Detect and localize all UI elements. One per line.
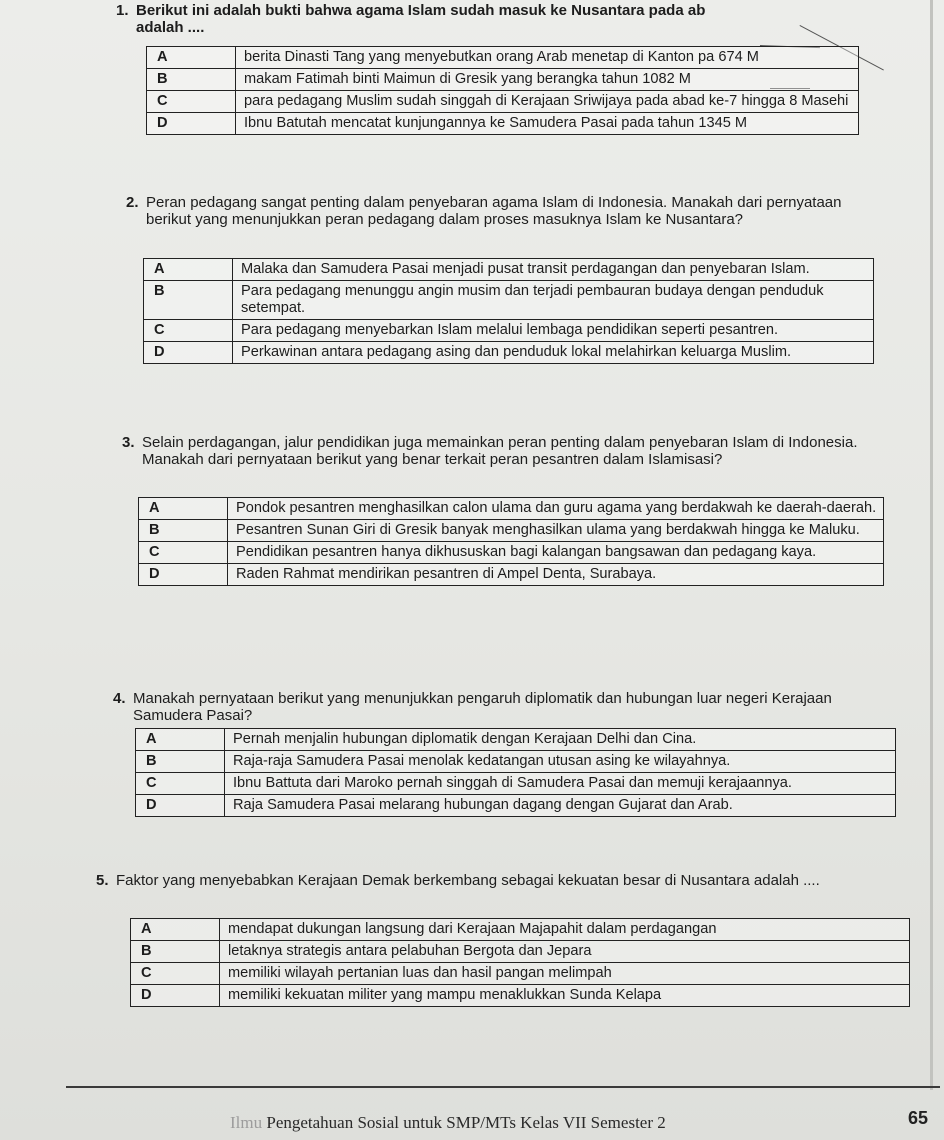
option-text: Pondok pesantren menghasilkan calon ulama dan guru agama yang berdakwah ke daerah-daerah. xyxy=(228,498,884,520)
question-text: Faktor yang menyebabkan Kerajaan Demak berkembang sebagai kekuatan besar di Nusantara adalah .... xyxy=(116,872,820,889)
question-number: 2. xyxy=(126,194,139,211)
option-text: Pendidikan pesantren hanya dikhususkan bagi kalangan bangsawan dan pedagang kaya. xyxy=(228,542,884,564)
option-row[interactable] xyxy=(136,773,896,795)
question-text: Manakah pernyataan berikut yang menunjukkan pengaruh diplomatik dan hubungan luar negeri Kerajaan Samudera Pasai? xyxy=(133,690,832,724)
option-row[interactable] xyxy=(144,281,874,320)
option-letter: B xyxy=(147,69,236,91)
book-title-prefix: Ilmu xyxy=(230,1113,263,1132)
question-text: Peran pedagang sangat penting dalam penyebaran agama Islam di Indonesia. Manakah dari pernyataan berikut yang menunjukkan peran pedagang dalam proses masuknya Islam ke Nusantara? xyxy=(146,194,842,228)
option-text: letaknya strategis antara pelabuhan Bergota dan Jepara xyxy=(220,941,910,963)
option-letter: B xyxy=(144,281,233,320)
option-text: berita Dinasti Tang yang menyebutkan orang Arab menetap di Kanton pa 674 M xyxy=(236,47,859,69)
footer-book-title xyxy=(230,1113,830,1133)
option-letter: D xyxy=(147,113,236,135)
option-text: Para pedagang menyebarkan Islam melalui lembaga pendidikan seperti pesantren. xyxy=(233,320,874,342)
footer-divider xyxy=(66,1086,940,1088)
options-table-1 xyxy=(146,46,859,135)
option-row[interactable] xyxy=(136,795,896,817)
option-row[interactable] xyxy=(144,259,874,281)
option-letter: A xyxy=(147,47,236,69)
option-letter: D xyxy=(136,795,225,817)
option-letter: D xyxy=(139,564,228,586)
option-row[interactable] xyxy=(139,542,884,564)
option-row[interactable] xyxy=(147,47,859,69)
option-text: Pernah menjalin hubungan diplomatik dengan Kerajaan Delhi dan Cina. xyxy=(225,729,896,751)
question-5 xyxy=(96,872,908,889)
question-number: 3. xyxy=(122,434,135,451)
option-text: memiliki kekuatan militer yang mampu menaklukkan Sunda Kelapa xyxy=(220,985,910,1007)
option-letter: C xyxy=(136,773,225,795)
option-letter: D xyxy=(144,342,233,364)
option-letter: A xyxy=(136,729,225,751)
option-text: Ibnu Batutah mencatat kunjungannya ke Samudera Pasai pada tahun 1345 M xyxy=(236,113,859,135)
option-row[interactable] xyxy=(136,751,896,773)
options-table-4 xyxy=(135,728,896,817)
option-text: Raja-raja Samudera Pasai menolak kedatangan utusan asing ke wilayahnya. xyxy=(225,751,896,773)
option-text: Malaka dan Samudera Pasai menjadi pusat transit perdagangan dan penyebaran Islam. xyxy=(233,259,874,281)
option-letter: C xyxy=(147,91,236,113)
option-letter: C xyxy=(144,320,233,342)
question-3 xyxy=(122,434,884,468)
option-letter: D xyxy=(131,985,220,1007)
question-2 xyxy=(126,194,880,228)
option-letter: A xyxy=(131,919,220,941)
options-table-2 xyxy=(143,258,874,364)
page-number: 65 xyxy=(908,1108,929,1128)
option-text: Perkawinan antara pedagang asing dan penduduk lokal melahirkan keluarga Muslim. xyxy=(233,342,874,364)
question-text: Selain perdagangan, jalur pendidikan juga memainkan peran penting dalam penyebaran Islam di Indonesia. Manakah dari pernyataan berikut yang benar terkait peran pesantren dalam Islamisasi? xyxy=(142,434,858,468)
option-text: Raden Rahmat mendirikan pesantren di Ampel Denta, Surabaya. xyxy=(228,564,884,586)
option-text: Para pedagang menunggu angin musim dan terjadi pembauran budaya dengan penduduk setempat. xyxy=(233,281,874,320)
book-title: Pengetahuan Sosial untuk SMP/MTs Kelas VII Semester 2 xyxy=(266,1113,666,1132)
page-edge xyxy=(930,0,933,1090)
question-1 xyxy=(116,2,756,36)
option-text: memiliki wilayah pertanian luas dan hasil pangan melimpah xyxy=(220,963,910,985)
option-letter: B xyxy=(136,751,225,773)
option-row[interactable] xyxy=(147,91,859,113)
option-letter: B xyxy=(139,520,228,542)
option-text: Raja Samudera Pasai melarang hubungan dagang dengan Gujarat dan Arab. xyxy=(225,795,896,817)
options-table-3 xyxy=(138,497,884,586)
option-text: Pesantren Sunan Giri di Gresik banyak menghasilkan ulama yang berdakwah hingga ke Maluku. xyxy=(228,520,884,542)
option-row[interactable] xyxy=(147,69,859,91)
option-row[interactable] xyxy=(131,985,910,1007)
question-number: 4. xyxy=(113,690,126,707)
option-row[interactable] xyxy=(139,520,884,542)
question-number: 5. xyxy=(96,872,109,889)
option-row[interactable] xyxy=(139,564,884,586)
option-letter: C xyxy=(131,963,220,985)
option-row[interactable] xyxy=(139,498,884,520)
option-row[interactable] xyxy=(136,729,896,751)
option-row[interactable] xyxy=(131,919,910,941)
option-text: Ibnu Battuta dari Maroko pernah singgah di Samudera Pasai dan memuji kerajaannya. xyxy=(225,773,896,795)
option-letter: A xyxy=(144,259,233,281)
option-letter: C xyxy=(139,542,228,564)
option-row[interactable] xyxy=(131,963,910,985)
question-text: Berikut ini adalah bukti bahwa agama Islam sudah masuk ke Nusantara pada ab adalah .... xyxy=(136,2,706,36)
question-number: 1. xyxy=(116,2,129,19)
option-row[interactable] xyxy=(144,320,874,342)
option-text: mendapat dukungan langsung dari Kerajaan Majapahit dalam perdagangan xyxy=(220,919,910,941)
option-row[interactable] xyxy=(144,342,874,364)
question-4 xyxy=(113,690,889,724)
option-row[interactable] xyxy=(131,941,910,963)
options-table-5 xyxy=(130,918,910,1007)
option-text: makam Fatimah binti Maimun di Gresik yang berangka tahun 1082 M xyxy=(236,69,859,91)
option-text: para pedagang Muslim sudah singgah di Kerajaan Sriwijaya pada abad ke-7 hingga 8 Masehi xyxy=(236,91,859,113)
option-row[interactable] xyxy=(147,113,859,135)
option-letter: B xyxy=(131,941,220,963)
option-letter: A xyxy=(139,498,228,520)
